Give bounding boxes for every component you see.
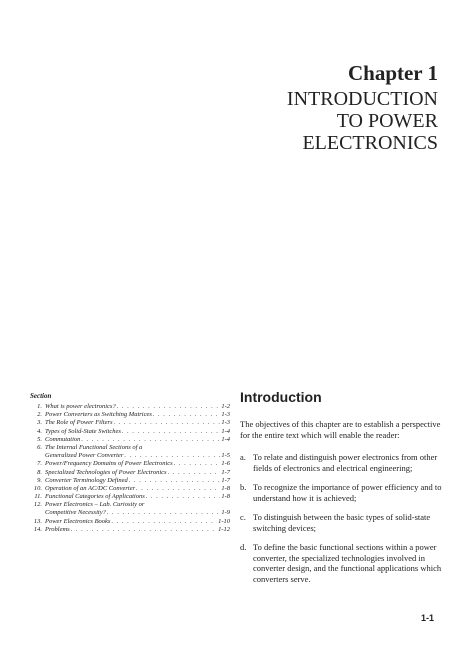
toc-entry-number: 6.	[37, 443, 42, 451]
toc-entry-number: 14.	[33, 525, 42, 533]
toc-entry-number: 7.	[37, 460, 42, 468]
toc-leader-dots	[124, 452, 220, 460]
toc-entry-title: Power Converters as Switching Matrices	[45, 411, 152, 419]
objective-list	[240, 452, 450, 584]
toc-leader-dots	[117, 403, 221, 411]
toc-entry[interactable]	[30, 485, 230, 493]
toc-entry-continuation[interactable]	[30, 452, 230, 460]
objective-text: To distinguish between the basic types of solid-state switching devices;	[253, 512, 431, 533]
toc-leader-dots	[114, 419, 221, 427]
toc-header: Section	[30, 392, 52, 400]
toc-entry-page: 1-5	[221, 452, 230, 460]
objective-letter: b.	[240, 482, 247, 492]
toc-entry-title: Commutation	[45, 435, 81, 443]
toc-entry[interactable]	[30, 419, 230, 427]
toc-entry-title: Types of Solid-State Switches	[45, 427, 121, 435]
toc-entry-page: 1-4	[221, 427, 230, 435]
chapter-title	[287, 88, 438, 154]
toc-entry-page: 1-3	[221, 419, 230, 427]
toc-entry-page: 1-10	[218, 517, 230, 525]
toc-entry-number: 9.	[37, 476, 42, 484]
toc-leader-dots	[153, 411, 220, 419]
toc-entry-page: 1-7	[221, 468, 230, 476]
objective-text: To recognize the importance of power efficiency and to understand how it is achieved;	[253, 482, 442, 503]
toc-entry-number: 4.	[37, 427, 42, 435]
toc-entry-number: 10.	[33, 484, 42, 492]
objective-item	[240, 512, 450, 533]
toc-entry-page: 1-6	[221, 460, 230, 468]
objective-letter: d.	[240, 542, 247, 552]
toc-entry-number: 3.	[37, 419, 42, 427]
toc-entry[interactable]	[30, 493, 230, 501]
chapter-title-line: INTRODUCTION	[286, 88, 438, 110]
toc-entry-title: Operation of an AC/DC Converter	[45, 484, 136, 492]
toc-leader-dots	[107, 509, 220, 517]
toc-entry[interactable]	[30, 518, 230, 526]
toc-entry-title: The Role of Power Filters	[45, 419, 113, 427]
objective-text: To define the basic functional sections within a power converter, the specialized technologies involved in converter design, and the functional applications which converters serve.	[253, 542, 442, 584]
toc-leader-dots	[122, 428, 220, 436]
toc-entry[interactable]	[30, 526, 230, 534]
toc-entry-page: 1-4	[221, 435, 230, 443]
section-toc	[30, 392, 230, 534]
toc-leader-dots	[129, 477, 221, 485]
introduction-paragraph: The objectives of this chapter are to establish a perspective for the entire text which will enable the reader:	[240, 419, 441, 440]
toc-entry-page: 1-3	[221, 411, 230, 419]
toc-leader-dots	[174, 460, 221, 468]
toc-entry-number: 11.	[34, 493, 42, 501]
toc-entry-page: 1-7	[221, 476, 230, 484]
toc-entry-title: Specialized Technologies of Power Electronics	[45, 468, 167, 476]
page-number: 1-1	[420, 613, 434, 623]
toc-entry-page: 1-8	[221, 493, 230, 501]
toc-entry-title: Power Electronics – Lab. Curiosity or	[45, 501, 145, 509]
chapter-title-line: ELECTRONICS	[302, 132, 438, 154]
toc-entry-number: 13.	[33, 517, 42, 525]
toc-entry[interactable]	[30, 411, 230, 419]
toc-entry[interactable]	[30, 501, 230, 509]
toc-entry-title: Functional Categories of Applications	[45, 493, 145, 501]
toc-entry-title: Problems	[45, 525, 70, 533]
toc-entry-continuation[interactable]	[30, 509, 230, 517]
toc-entry-title-continued: Generalized Power Converter	[45, 452, 124, 460]
toc-entry-number: 1.	[37, 403, 42, 410]
toc-entry-number: 5.	[37, 435, 42, 443]
toc-entry-number: 12.	[33, 501, 42, 509]
toc-entry-number: 2.	[37, 411, 42, 419]
toc-entry[interactable]	[30, 436, 230, 444]
toc-leader-dots	[136, 485, 220, 493]
toc-entry[interactable]	[30, 444, 230, 452]
toc-entry[interactable]	[30, 477, 230, 485]
objective-letter: a.	[240, 452, 246, 462]
toc-entry-title: Power/Frequency Domains of Power Electronics	[45, 460, 173, 468]
toc-entry-title: Power Electronics Books	[45, 517, 111, 525]
objective-text: To relate and distinguish power electronics from other fields of electronics and electrical engineering;	[253, 452, 438, 473]
chapter-heading	[287, 60, 438, 154]
introduction-section	[240, 389, 450, 593]
toc-entry[interactable]	[30, 403, 230, 411]
toc-entry-title-continued: Competitive Necessity?	[45, 509, 106, 517]
toc-entry-number: 8.	[37, 468, 42, 476]
toc-leader-dots	[111, 518, 217, 526]
toc-leader-dots	[81, 436, 220, 444]
objective-letter: c.	[240, 512, 246, 522]
toc-entry-title: The Internal Functional Sections of a	[45, 443, 143, 451]
toc-entry[interactable]	[30, 460, 230, 468]
objective-item	[240, 482, 450, 503]
chapter-label: Chapter 1	[347, 61, 438, 85]
toc-leader-dots	[146, 493, 221, 501]
toc-entry-page: 1-2	[221, 403, 230, 410]
toc-entry-page: 1-12	[218, 525, 230, 533]
objective-item	[240, 542, 450, 584]
toc-leader-dots	[168, 469, 221, 477]
toc-entry[interactable]	[30, 469, 230, 477]
toc-entry-page: 1-9	[221, 509, 230, 517]
toc-entry[interactable]	[30, 428, 230, 436]
toc-entry-page: 1-8	[221, 484, 230, 492]
introduction-heading: Introduction	[240, 389, 322, 405]
chapter-title-line: TO POWER	[336, 110, 438, 132]
toc-list	[30, 403, 230, 534]
toc-entry-title: Converter Terminology Defined	[45, 476, 128, 484]
toc-leader-dots	[71, 526, 217, 534]
objective-item	[240, 452, 450, 473]
toc-entry-title: What is power electronics?	[45, 403, 116, 410]
